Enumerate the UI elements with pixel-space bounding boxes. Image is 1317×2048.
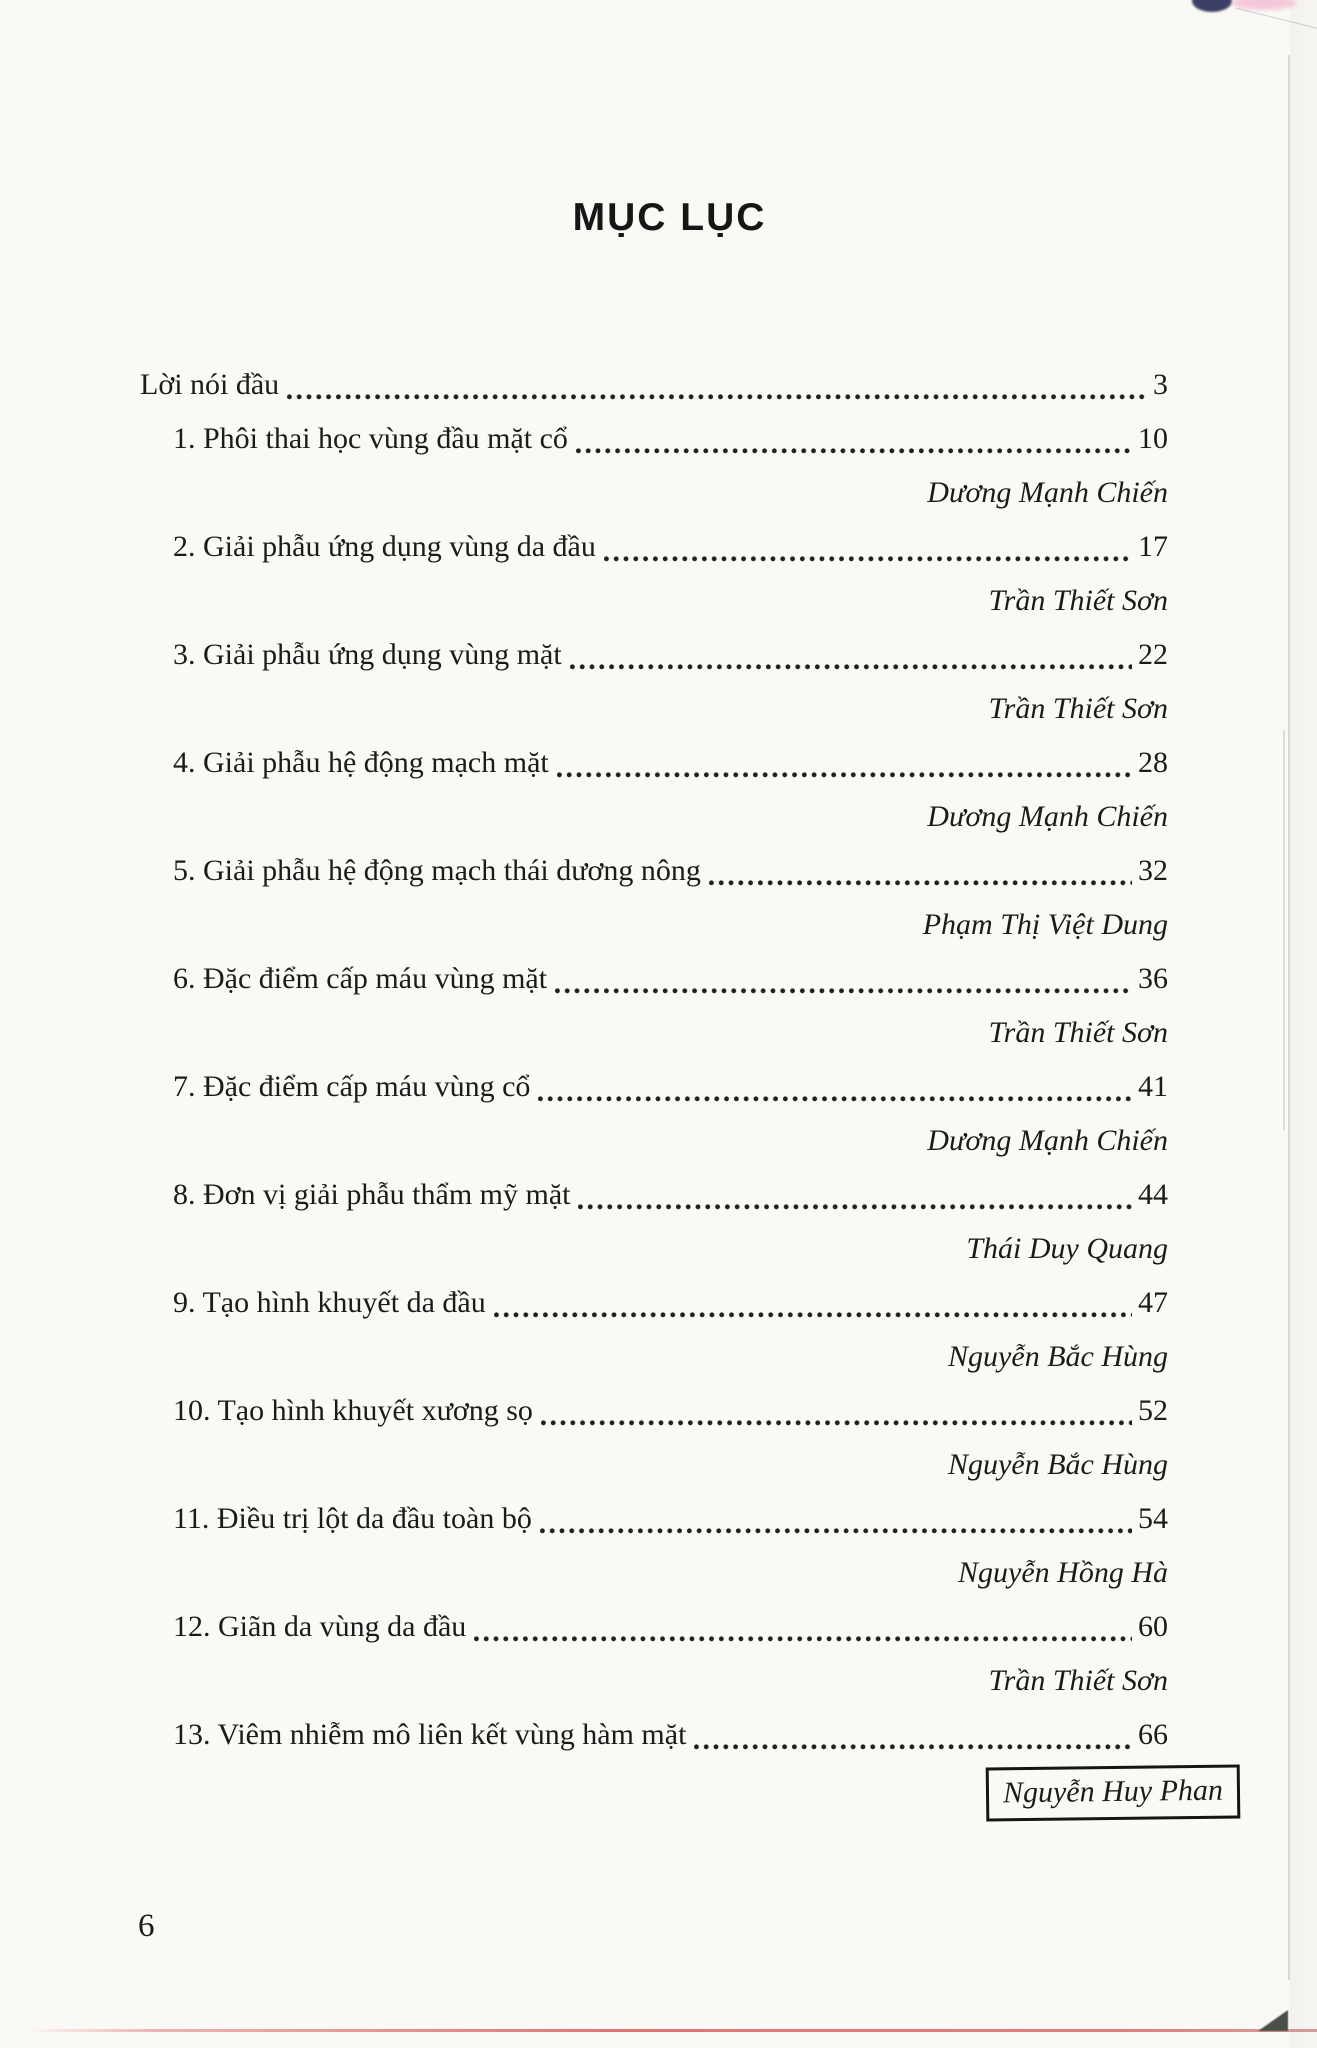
- scan-right-edge-shade: [1290, 0, 1317, 2048]
- toc-entry-row: [140, 1600, 1168, 1654]
- toc-page-number: 66: [1138, 1718, 1168, 1751]
- toc-author-row: [140, 1114, 1168, 1168]
- dot-leader: [570, 664, 1132, 670]
- toc-page-number: 52: [1138, 1394, 1168, 1427]
- toc-entry-label: Lời nói đầu: [140, 368, 280, 401]
- toc-page-number: 54: [1138, 1502, 1168, 1535]
- toc-author-row: [140, 1222, 1168, 1276]
- dot-leader: [494, 1312, 1132, 1318]
- dot-leader: [604, 556, 1132, 562]
- scan-corner-mark: [1258, 2010, 1288, 2031]
- dot-leader: [555, 988, 1132, 994]
- dot-leader: [557, 772, 1132, 778]
- scan-page-edge-line-jog: [1283, 730, 1285, 1130]
- toc-author-name: Trần Thiết Sơn: [988, 1664, 1168, 1697]
- scan-top-ink-mark: [1192, 0, 1232, 12]
- toc-entry-label: 7. Đặc điểm cấp máu vùng cổ: [173, 1070, 531, 1103]
- toc-entry-label: 10. Tạo hình khuyết xương sọ: [173, 1394, 533, 1427]
- toc-page-number: 3: [1153, 368, 1168, 401]
- toc-entry-row: [140, 628, 1168, 682]
- toc-list: [140, 358, 1224, 1816]
- toc-entry-label: 12. Giãn da vùng da đầu: [173, 1610, 467, 1643]
- toc-entry-label: 9. Tạo hình khuyết da đầu: [173, 1286, 486, 1319]
- toc-entry-label: 8. Đơn vị giải phẫu thẩm mỹ mặt: [173, 1178, 571, 1211]
- toc-author-name: Dương Mạnh Chiến: [927, 1124, 1168, 1157]
- dot-leader: [578, 1204, 1132, 1210]
- toc-page-number: 47: [1138, 1286, 1168, 1319]
- toc-entry-row: [140, 1492, 1168, 1546]
- toc-author-name: Dương Mạnh Chiến: [927, 476, 1168, 509]
- toc-entry-label: 5. Giải phẫu hệ động mạch thái dương nông: [173, 854, 701, 887]
- dot-leader: [709, 880, 1132, 886]
- toc-entry-label: 3. Giải phẫu ứng dụng vùng mặt: [173, 638, 562, 671]
- toc-author-name: Dương Mạnh Chiến: [927, 800, 1168, 833]
- toc-page-number: 41: [1138, 1070, 1168, 1103]
- toc-author-name: Phạm Thị Việt Dung: [922, 908, 1168, 941]
- toc-author-row: [140, 1654, 1168, 1708]
- toc-page-number: 28: [1138, 746, 1168, 779]
- toc-entry-label: 1. Phôi thai học vùng đầu mặt cổ: [173, 422, 568, 455]
- toc-author-name: Nguyễn Huy Phan: [986, 1764, 1241, 1821]
- toc-author-row: [140, 1438, 1168, 1492]
- toc-entry-row: [140, 1276, 1168, 1330]
- dot-leader: [540, 1528, 1132, 1534]
- toc-entry-row: [140, 1168, 1168, 1222]
- toc-entry-label: 4. Giải phẫu hệ động mạch mặt: [173, 746, 549, 779]
- dot-leader: [694, 1744, 1132, 1750]
- toc-entry-row: [140, 736, 1168, 790]
- toc-author-row: [140, 1546, 1168, 1600]
- toc-author-name: Trần Thiết Sơn: [988, 1016, 1168, 1049]
- dot-leader: [541, 1420, 1132, 1426]
- dot-leader: [576, 448, 1132, 454]
- toc-author-row: [140, 682, 1168, 736]
- toc-author-row: [140, 790, 1168, 844]
- toc-entry-row: [140, 952, 1168, 1006]
- toc-author-row: [140, 466, 1168, 520]
- toc-entry-row: [140, 412, 1168, 466]
- toc-author-name: Trần Thiết Sơn: [988, 692, 1168, 725]
- toc-author-name: Trần Thiết Sơn: [988, 584, 1168, 617]
- toc-author-row: [140, 1330, 1168, 1384]
- toc-entry-label: 11. Điều trị lột da đầu toàn bộ: [173, 1502, 532, 1535]
- toc-author-name: Nguyễn Bắc Hùng: [948, 1340, 1168, 1373]
- page-title: MỤC LỤC: [572, 196, 767, 239]
- toc-entry-row: [140, 1384, 1168, 1438]
- toc-entry-label: 6. Đặc điểm cấp máu vùng mặt: [173, 962, 548, 995]
- toc-entry-row: [140, 520, 1168, 574]
- toc-entry-row: [140, 1708, 1168, 1762]
- toc-page-number: 17: [1138, 530, 1168, 563]
- toc-page-number: 10: [1138, 422, 1168, 455]
- toc-entry-row: [140, 844, 1168, 898]
- dot-leader: [287, 394, 1147, 400]
- toc-author-name: Thái Duy Quang: [966, 1232, 1168, 1265]
- toc-page-number: 36: [1138, 962, 1168, 995]
- scan-bottom-pink-line: [25, 2029, 1317, 2032]
- toc-entry-row: [140, 1060, 1168, 1114]
- toc-entry-row: [140, 358, 1168, 412]
- toc-entry-label: 2. Giải phẫu ứng dụng vùng da đầu: [173, 530, 596, 563]
- scan-page-edge-line: [1288, 55, 1290, 1980]
- toc-author-row: [140, 574, 1168, 628]
- folio-page-number: 6: [138, 1908, 155, 1944]
- toc-author-row: [140, 898, 1168, 952]
- toc-author-row: [140, 1006, 1168, 1060]
- dot-leader: [538, 1096, 1132, 1102]
- toc-entry-label: 13. Viêm nhiễm mô liên kết vùng hàm mặt: [173, 1718, 687, 1751]
- toc-page-number: 44: [1138, 1178, 1168, 1211]
- toc-page-number: 60: [1138, 1610, 1168, 1643]
- toc-page-number: 32: [1138, 854, 1168, 887]
- toc-author-row: [140, 1762, 1224, 1816]
- toc-page-number: 22: [1138, 638, 1168, 671]
- toc-author-name: Nguyễn Bắc Hùng: [948, 1448, 1168, 1481]
- dot-leader: [474, 1636, 1132, 1642]
- toc-author-name: Nguyễn Hồng Hà: [958, 1556, 1168, 1589]
